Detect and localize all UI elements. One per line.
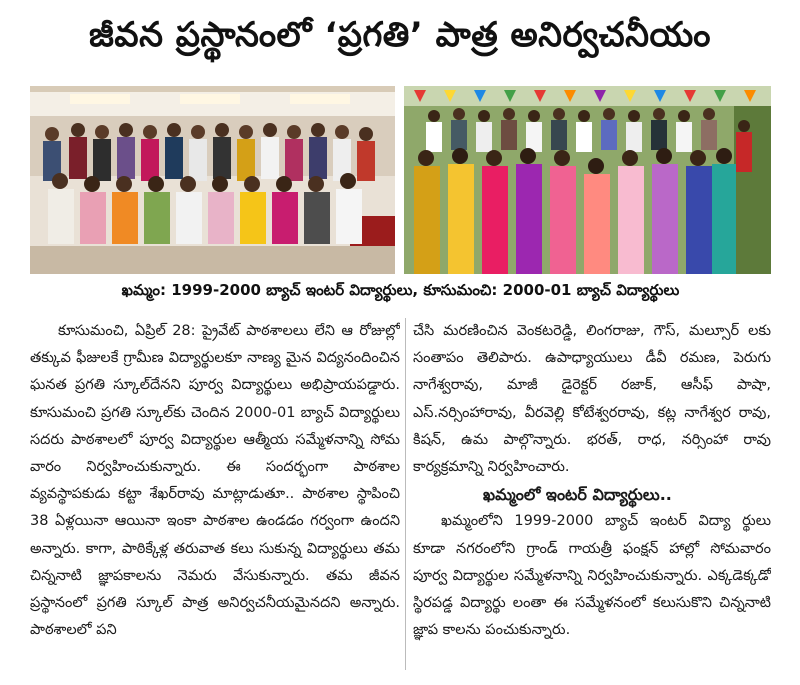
article-paragraph: చేసి మరణించిన వెంకటరెడ్డి, లింగరాజు, గౌస్, మల్సూర్ లకు సంతాపం తెలిపారు. ఉపాధ్యాయులు డీవీ రమణ, పెరుగు నాగేశ్వరావు, మాజీ డైరెక్టర్ రజాక్, ఆసీఫ్ పాషా, ఎస్.నర్సింహారావు, వీరవెల్లి కోటేశ్వరరావు, కట్ల నాగేశ్వర రావు, కిషన్, ఉమ పాల్గొన్నారు. భరత్, రాధ, నర్సింహా రావు కార్యక్రమాన్ని నిర్వహించారు. [413, 323, 771, 476]
article-paragraph: ఖమ్మంలోని 1999-2000 బ్యాచ్ ఇంటర్ విద్యా ర్థులు కూడా నగరంలోని గ్రాండ్ గాయత్రీ ఫంక్షన్ హాల్లో సోమవారం పూర్వ విద్యార్థుల సమ్మేళనాన్ని నిర్వహించుకున్నారు. ఎక్కడెక్కడో స్థిరపడ్డ విద్యార్థు లంతా ఈ సమ్మేళనంలో కలుసుకొని చిన్ననాటి జ్ఞాప కాలను పంచుకున్నారు. [413, 513, 771, 639]
group-photo-right [404, 86, 771, 274]
article-paragraph: కూసుమంచి, ఏప్రిల్ 28: ప్రైవేట్ పాఠశాలలు లేని ఆ రోజుల్లో తక్కువ ఫీజులకే గ్రామీణ విద్యార్థులకూ నాణ్య మైన విద్యనందించిన ఘనత ప్రగతి స్కూల్‌దేనని పూర్వ విద్యార్థులు అభిప్రాయపడ్డారు. కూసుమంచి ప్రగతి స్కూల్‌కు చెందిన 2000-01 బ్యాచ్ విద్యార్థులు సదరు పాఠశాలలో పూర్వ విద్యార్థుల ఆత్మీయ సమ్మేళనాన్ని సోమ వారం నిర్వహించుకున్నారు. ఈ సందర్భంగా పాఠశాల వ్యవస్థాపకుడు కట్టా శేఖర్‌రావు మాట్లాడుతూ.. పాఠశాల స్థాపించి 38 ఏళ్లయినా ఆయినా ఇంకా పాఠశాల ఉండడం గర్వంగా ఉందని అన్నారు. కాగా, పాఠిక్కేళ్ల తరువాత కలు సుకున్న విద్యార్థులు తమ చిన్ననాటి జ్ఞాపకాలను నెమరు వేసుకున్నారు. తమ జీవన ప్రస్థానంలో ప్రగతి స్కూల్ పాత్ర అనిర్వచనీయమైనదని అన్నారు. పాఠశాలలో పని [30, 323, 400, 639]
column-divider [405, 318, 406, 670]
photo-caption: ఖమ్మం: 1999-2000 బ్యాచ్ ఇంటర్ విద్యార్థులు, కూసుమంచి: 2000-01 బ్యాచ్ విద్యార్థులు [121, 281, 680, 299]
group-photo-left [30, 86, 395, 274]
article-column-left [30, 318, 400, 670]
article-column-right [413, 318, 771, 670]
headline: జీవన ప్రస్థానంలో ‘ప్రగతి’ పాత్ర అనిర్వచనీయం [89, 15, 711, 55]
article-subheading: ఖమ్మంలో ఇంటర్ విద్యార్థులు.. [483, 485, 672, 505]
